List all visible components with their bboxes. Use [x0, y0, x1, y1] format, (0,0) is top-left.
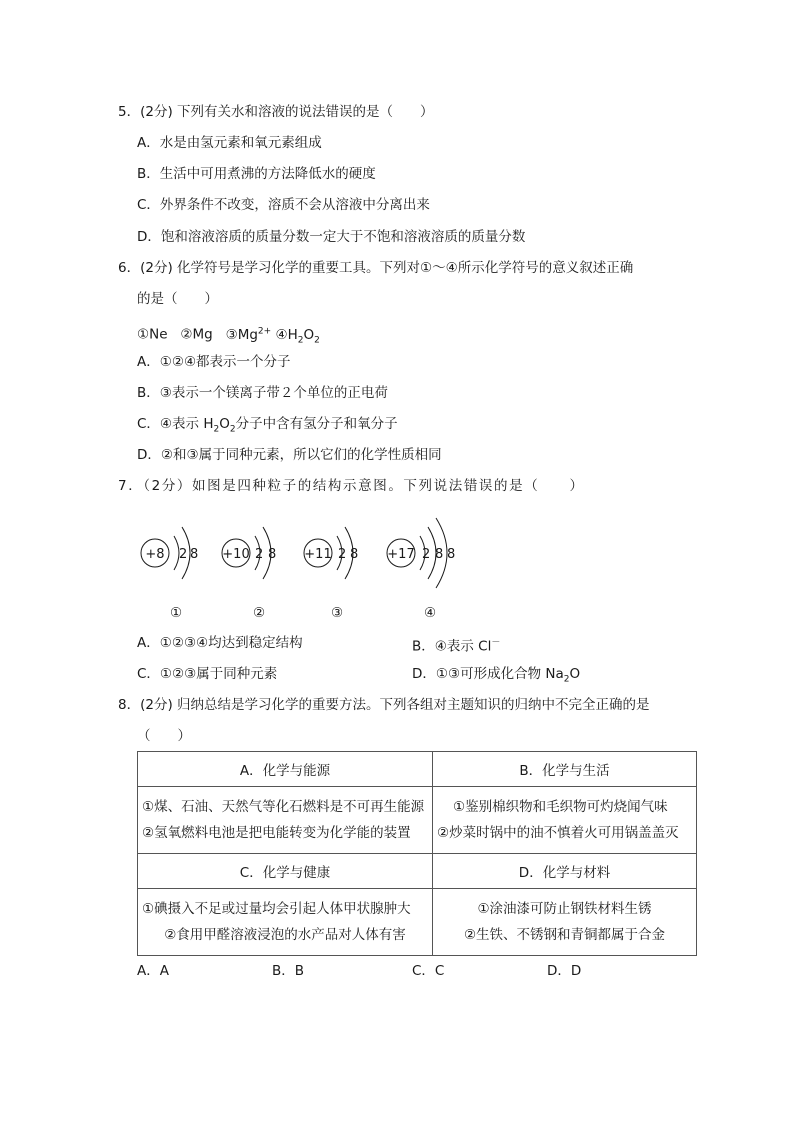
cell-b-title: B．化学与生活: [433, 752, 697, 787]
atom-1: [141, 527, 198, 579]
q8-answer-a: A．A: [137, 963, 169, 979]
symbol-2: ②Mg: [180, 326, 213, 343]
cell-d-title: D．化学与材料: [433, 854, 697, 889]
cell-a-item-2: ②氢氧燃料电池是把电能转变为化学能的装置: [142, 825, 411, 841]
atom-label-3: ③: [331, 605, 344, 621]
q8-stem: 8．(2分) 归纳总结是学习化学的重要方法。下列各组对主题知识的归纳中不完全正确的是: [118, 697, 650, 713]
cell-b-body: [433, 787, 697, 854]
q6-stem: 6．(2分) 化学符号是学习化学的重要工具。下列对①～④所示化学符号的意义叙述正确: [118, 260, 634, 276]
q8-answer-d: D．D: [547, 963, 582, 979]
atom-4-shell-3: 8: [447, 547, 456, 562]
q5-stem: 5．(2分) 下列有关水和溶液的说法错误的是（ ）: [118, 104, 434, 120]
q6-symbols: [137, 322, 320, 349]
cell-d-body: [433, 889, 697, 956]
atom-structure-diagrams: [138, 505, 468, 595]
q6-option-d: D．②和③属于同种元素，所以它们的化学性质相同: [137, 447, 442, 463]
q6-option-b: B．③表示一个镁离子带２个单位的正电荷: [137, 385, 388, 401]
atom-3: [304, 527, 358, 579]
atom-4: [387, 518, 455, 588]
cell-c-item-1: ①碘摄入不足或过量均会引起人体甲状腺肿大: [142, 901, 411, 917]
atom-1-nucleus: +8: [145, 547, 165, 562]
symbol-1: ①Ne: [137, 326, 168, 343]
atom-4-shell-1: 2: [422, 547, 431, 562]
cell-c-item-2: ②食用甲醛溶液浸泡的水产品对人体有害: [164, 927, 406, 943]
q6-option-c: C．④表示 $H_2O_2$分子中含有氢分子和氧分子: [137, 416, 398, 435]
atom-label-2: ②: [253, 605, 266, 621]
atom-3-shell-1: 2: [338, 547, 347, 562]
atom-4-shell-2: 8: [435, 547, 444, 562]
q6-option-a: A．①②④都表示一个分子: [137, 354, 291, 370]
atom-2-shell-2: 8: [268, 547, 277, 562]
cell-a-body: [138, 787, 433, 854]
q8-answer-b: B．B: [272, 963, 305, 979]
q5-option-b: B．生活中可用煮沸的方法降低水的硬度: [137, 166, 376, 182]
q8-answer-c: C．C: [412, 963, 445, 979]
cell-c-body: [138, 889, 433, 956]
cell-b-item-1: ①鉴别棉织物和毛织物可灼烧闻气味: [453, 799, 668, 815]
q7-stem: 7．（2分）如图是四种粒子的结构示意图。下列说法错误的是（ ）: [118, 478, 585, 494]
atom-2: [222, 527, 276, 579]
cell-c-title: C．化学与健康: [138, 854, 433, 889]
cell-b-item-2: ②炒菜时锅中的油不慎着火可用锅盖盖灭: [437, 825, 679, 841]
q7-option-d: D．①③可形成化合物 $Na_2O$: [412, 666, 581, 685]
q8-stem-cont: （ ）: [137, 728, 191, 744]
q7-option-c: C．①②③属于同种元素: [137, 666, 278, 682]
knowledge-table: [137, 751, 697, 956]
atom-3-shell-2: 8: [350, 547, 359, 562]
atom-4-nucleus: +17: [387, 547, 415, 562]
cell-a-title: A．化学与能源: [138, 752, 433, 787]
atom-1-shell-2: 8: [190, 547, 199, 562]
atom-2-nucleus: +10: [222, 547, 250, 562]
atom-label-1: ①: [170, 605, 183, 621]
symbol-4: $④H_2O_2$: [275, 326, 320, 346]
cell-d-item-2: ②生铁、不锈钢和青铜都属于合金: [463, 927, 666, 943]
q7-option-a: A．①②③④均达到稳定结构: [137, 635, 303, 651]
atom-1-shell-1: 2: [179, 547, 188, 562]
q5-option-d: D．饱和溶液溶质的质量分数一定大于不饱和溶液溶质的质量分数: [137, 229, 526, 245]
symbol-3: $③Mg^{2+}$: [225, 326, 272, 343]
q5-option-c: C．外界条件不改变，溶质不会从溶液中分离出来: [137, 197, 430, 213]
q7-option-b: B．④表示 Cl－: [412, 638, 501, 655]
atom-label-4: ④: [424, 605, 437, 621]
cell-d-item-1: ①涂油漆可防止钢铁材料生锈: [477, 901, 652, 917]
atom-2-shell-1: 2: [255, 547, 264, 562]
q6-stem-cont: 的是（ ）: [137, 291, 218, 307]
cell-a-item-1: ①煤、石油、天然气等化石燃料是不可再生能源: [142, 799, 425, 815]
q5-option-a: A．水是由氢元素和氧元素组成: [137, 135, 322, 151]
atom-3-nucleus: +11: [304, 547, 332, 562]
